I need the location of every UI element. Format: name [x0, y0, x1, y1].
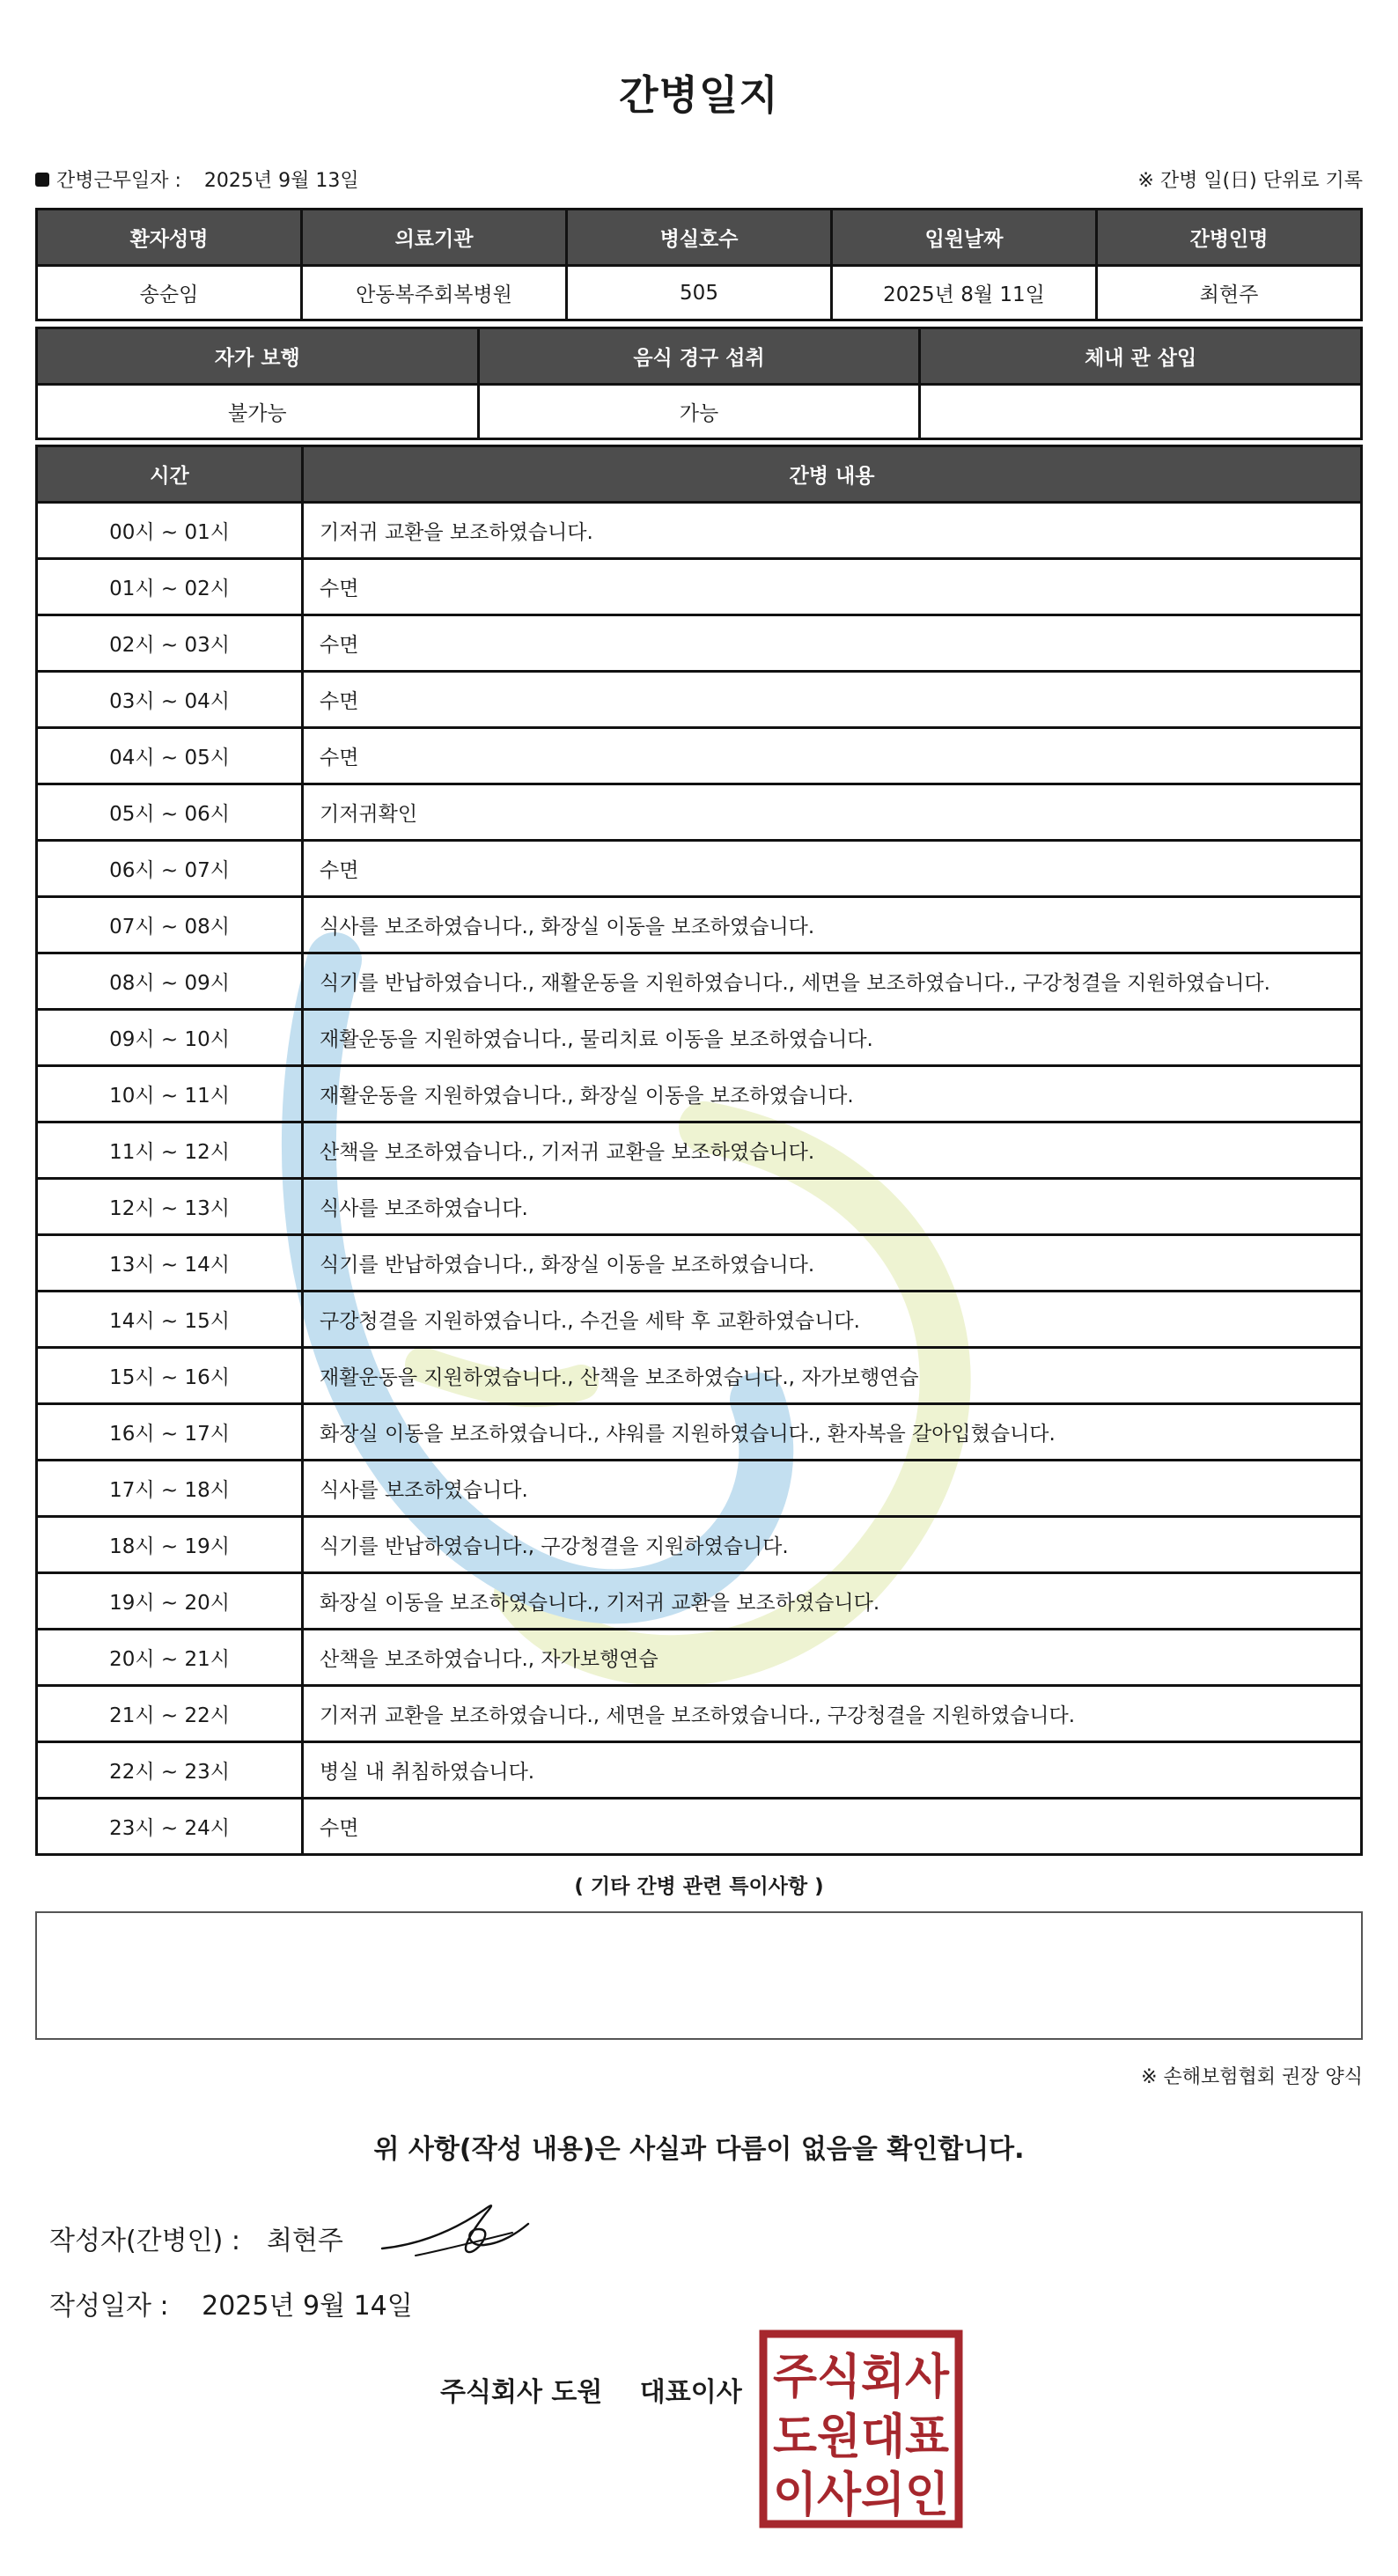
care-log-time: 18시 ~ 19시 — [37, 1517, 303, 1573]
care-log-content: 재활운동을 지원하였습니다., 물리치료 이동을 보조하였습니다. — [303, 1010, 1362, 1066]
care-log-time: 01시 ~ 02시 — [37, 559, 303, 615]
care-log-time: 07시 ~ 08시 — [37, 897, 303, 953]
recommend-note: ※ 손해보험협회 권장 양식 — [1141, 2066, 1363, 2088]
care-log-row — [37, 1742, 1362, 1799]
care-log-row — [37, 1799, 1362, 1855]
header-caregiver: 간병인명 — [1097, 210, 1362, 266]
care-log-content: 식기를 반납하였습니다., 화장실 이동을 보조하였습니다. — [303, 1235, 1362, 1292]
care-log-row — [37, 728, 1362, 784]
care-log-time: 00시 ~ 01시 — [37, 503, 303, 559]
patient-info-value-row — [37, 266, 1362, 320]
svg-text:주식회사: 주식회사 — [773, 2349, 950, 2404]
care-log-row — [37, 1122, 1362, 1179]
care-log-row — [37, 1179, 1362, 1235]
patient-info-table — [35, 208, 1363, 321]
care-log-content: 재활운동을 지원하였습니다., 화장실 이동을 보조하였습니다. — [303, 1066, 1362, 1122]
care-log-body — [37, 503, 1362, 1855]
care-log-row — [37, 841, 1362, 897]
care-log-time: 21시 ~ 22시 — [37, 1686, 303, 1742]
care-log-time: 17시 ~ 18시 — [37, 1461, 303, 1517]
care-log-time: 13시 ~ 14시 — [37, 1235, 303, 1292]
self-walking-value: 불가능 — [37, 385, 479, 439]
institution: 안동복주회복병원 — [302, 266, 567, 320]
care-log-time: 04시 ~ 05시 — [37, 728, 303, 784]
care-log-content: 화장실 이동을 보조하였습니다., 샤워를 지원하였습니다., 환자복을 갈아입혔습니다. — [303, 1404, 1362, 1461]
svg-text:이사의인: 이사의인 — [773, 2467, 949, 2522]
writer-label: 작성자(간병인) : — [49, 2226, 240, 2256]
room-number: 505 — [567, 266, 832, 320]
care-log-content: 수면 — [303, 615, 1362, 672]
care-log-time: 15시 ~ 16시 — [37, 1348, 303, 1404]
header-institution: 의료기관 — [302, 210, 567, 266]
care-log-content: 산책을 보조하였습니다., 기저귀 교환을 보조하였습니다. — [303, 1122, 1362, 1179]
care-log-content: 식사를 보조하였습니다., 화장실 이동을 보조하였습니다. — [303, 897, 1362, 953]
patient-status-table — [35, 327, 1363, 440]
care-log-content: 재활운동을 지원하였습니다., 산책을 보조하였습니다., 자가보행연습 — [303, 1348, 1362, 1404]
special-notes-box — [35, 1911, 1363, 2040]
care-log-time: 02시 ~ 03시 — [37, 615, 303, 672]
care-log-row — [37, 1404, 1362, 1461]
care-log-time: 19시 ~ 20시 — [37, 1573, 303, 1630]
written-date-row — [49, 2284, 413, 2322]
care-log-content: 수면 — [303, 1799, 1362, 1855]
care-log-row — [37, 953, 1362, 1010]
ceo-title: 대표이사 — [639, 2377, 742, 2408]
caregiver-name: 최현주 — [1097, 266, 1362, 320]
care-log-content: 화장실 이동을 보조하였습니다., 기저귀 교환을 보조하였습니다. — [303, 1573, 1362, 1630]
care-log-content: 수면 — [303, 728, 1362, 784]
status-header-row — [37, 328, 1362, 385]
care-log-content: 구강청결을 지원하였습니다., 수건을 세탁 후 교환하였습니다. — [303, 1292, 1362, 1348]
header-tube-insertion: 체내 관 삽입 — [920, 328, 1362, 385]
care-log-time: 09시 ~ 10시 — [37, 1010, 303, 1066]
header-oral-intake: 음식 경구 섭취 — [478, 328, 920, 385]
care-log-time: 10시 ~ 11시 — [37, 1066, 303, 1122]
care-log-row — [37, 503, 1362, 559]
care-log-time: 12시 ~ 13시 — [37, 1179, 303, 1235]
written-date-label: 작성일자 : — [49, 2291, 169, 2322]
notes-title: ( 기타 간병 관련 특이사항 ) — [574, 1875, 824, 1898]
care-log-row — [37, 559, 1362, 615]
svg-text:도원대표: 도원대표 — [773, 2409, 949, 2464]
care-log-content: 수면 — [303, 672, 1362, 728]
care-log-time: 22시 ~ 23시 — [37, 1742, 303, 1799]
patient-info-header-row — [37, 210, 1362, 266]
square-bullet-icon — [35, 173, 49, 187]
document-title: 간병일지 — [619, 71, 779, 119]
signature-image — [380, 2194, 530, 2264]
writer-name: 최현주 — [266, 2226, 343, 2256]
care-log-row — [37, 615, 1362, 672]
header-room: 병실호수 — [567, 210, 832, 266]
care-log-row — [37, 1686, 1362, 1742]
care-log-row — [37, 1573, 1362, 1630]
care-log-row — [37, 1348, 1362, 1404]
care-log-row — [37, 1010, 1362, 1066]
care-log-time: 08시 ~ 09시 — [37, 953, 303, 1010]
care-log-time: 06시 ~ 07시 — [37, 841, 303, 897]
written-date-value: 2025년 9월 14일 — [202, 2291, 413, 2322]
header-self-walking: 자가 보행 — [37, 328, 479, 385]
oral-intake-value: 가능 — [478, 385, 920, 439]
header-admission-date: 입원날짜 — [832, 210, 1097, 266]
care-log-content: 식기를 반납하였습니다., 재활운동을 지원하였습니다., 세면을 보조하였습니다., 구강청결을 지원하였습니다. — [303, 953, 1362, 1010]
care-log-content: 기저귀 교환을 보조하였습니다. — [303, 503, 1362, 559]
care-log-content: 식사를 보조하였습니다. — [303, 1179, 1362, 1235]
work-date-value: 2025년 9월 13일 — [203, 170, 359, 192]
header-patient-name: 환자성명 — [37, 210, 302, 266]
care-log-header-row — [37, 446, 1362, 503]
care-log-time: 05시 ~ 06시 — [37, 784, 303, 841]
header-care-content: 간병 내용 — [303, 446, 1362, 503]
work-date-label: 간병근무일자 : — [56, 170, 181, 192]
header-time: 시간 — [37, 446, 303, 503]
care-log-row — [37, 1235, 1362, 1292]
care-log-row — [37, 1630, 1362, 1686]
meta-row — [35, 166, 1363, 195]
care-log-content: 기저귀확인 — [303, 784, 1362, 841]
care-log-time: 14시 ~ 15시 — [37, 1292, 303, 1348]
care-log-content: 병실 내 취침하였습니다. — [303, 1742, 1362, 1799]
company-seal — [759, 2329, 963, 2528]
care-log-content: 식기를 반납하였습니다., 구강청결을 지원하였습니다. — [303, 1517, 1362, 1573]
unit-note: ※ 간병 일(日) 단위로 기록 — [1137, 170, 1363, 192]
company-name: 주식회사 도원 — [440, 2377, 603, 2408]
admission-date: 2025년 8월 11일 — [832, 266, 1097, 320]
care-log-row — [37, 672, 1362, 728]
care-log-content: 수면 — [303, 841, 1362, 897]
care-log-row — [37, 1517, 1362, 1573]
care-log-time: 20시 ~ 21시 — [37, 1630, 303, 1686]
care-log-table — [35, 445, 1363, 1856]
care-log-time: 03시 ~ 04시 — [37, 672, 303, 728]
care-log-row — [37, 784, 1362, 841]
care-log-time: 16시 ~ 17시 — [37, 1404, 303, 1461]
company-signature-line — [440, 2370, 742, 2409]
care-log-content: 수면 — [303, 559, 1362, 615]
tube-insertion-value — [920, 385, 1362, 439]
work-date — [35, 166, 359, 193]
care-log-row — [37, 897, 1362, 953]
care-log-time: 23시 ~ 24시 — [37, 1799, 303, 1855]
confirmation-statement: 위 사항(작성 내용)은 사실과 다름이 없음을 확인합니다. — [373, 2134, 1025, 2165]
care-log-content: 산책을 보조하였습니다., 자가보행연습 — [303, 1630, 1362, 1686]
care-log-content: 기저귀 교환을 보조하였습니다., 세면을 보조하였습니다., 구강청결을 지원하였습니다. — [303, 1686, 1362, 1742]
status-value-row — [37, 385, 1362, 439]
care-log-row — [37, 1461, 1362, 1517]
care-log-row — [37, 1066, 1362, 1122]
care-log-row — [37, 1292, 1362, 1348]
patient-name: 송순임 — [37, 266, 302, 320]
care-log-content: 식사를 보조하였습니다. — [303, 1461, 1362, 1517]
care-log-time: 11시 ~ 12시 — [37, 1122, 303, 1179]
writer-row — [49, 2219, 343, 2257]
